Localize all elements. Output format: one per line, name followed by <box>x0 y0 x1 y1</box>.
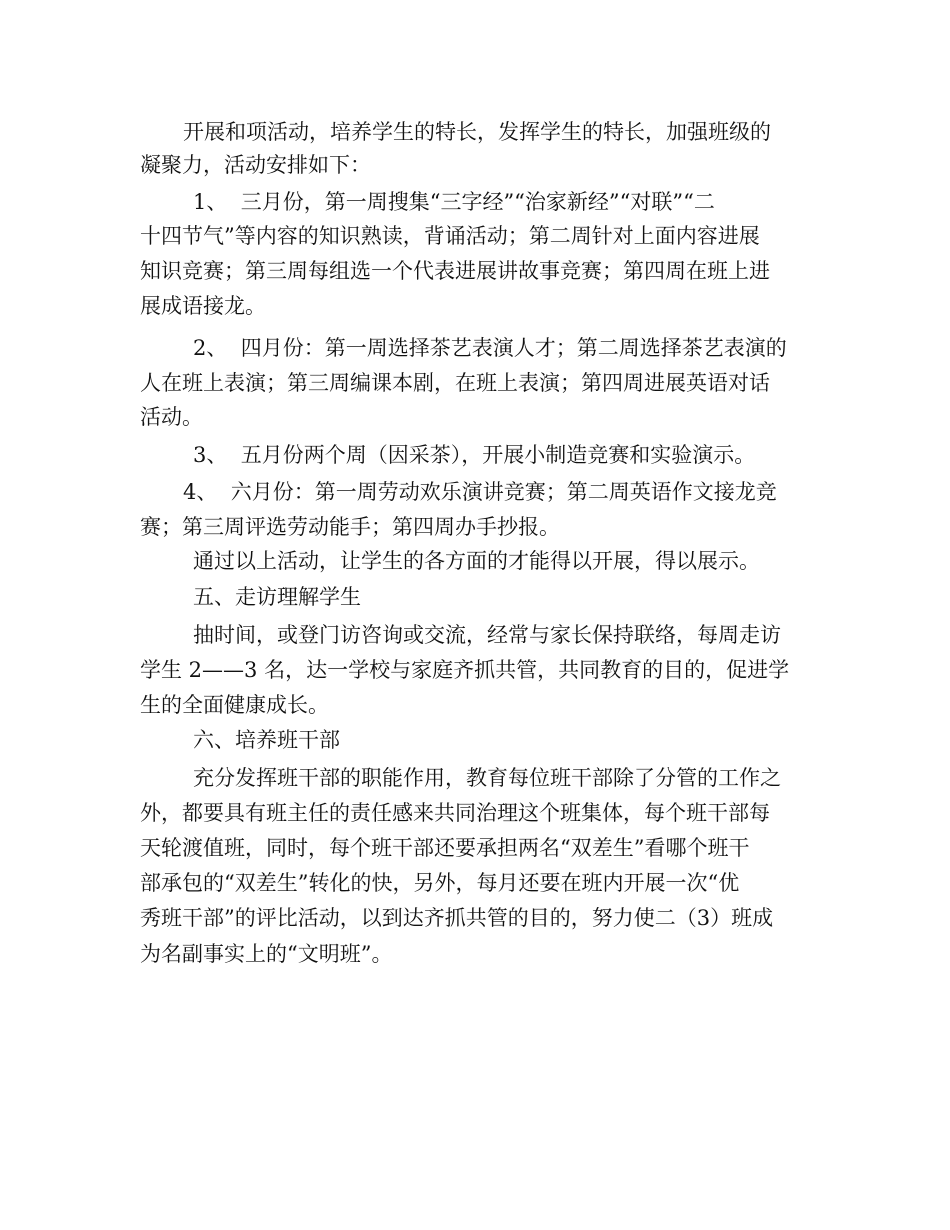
list-item-4-line: 4、 六月份：第一周劳动欢乐演讲竞赛；第二周英语作文接龙竞 <box>183 480 777 504</box>
text-line: 生的全面健康成长。 <box>140 693 329 717</box>
section-heading: 五、走访理解学生 <box>193 585 361 609</box>
text-line: 外，都要具有班主任的责任感来共同治理这个班集体，每个班干部每 <box>140 801 770 825</box>
text-line: 赛；第三周评选劳动能手；第四周办手抄报。 <box>140 515 560 539</box>
text-line: 学生 2——3 名，达一学校与家庭齐抓共管，共同教育的目的，促进学 <box>140 658 790 682</box>
text-line: 展成语接龙。 <box>140 294 266 318</box>
text-line: 天轮渡值班，同时，每个班干部还要承担两名“双差生”看哪个班干 <box>140 836 750 860</box>
text-line: 部承包的“双差生”转化的快，另外，每月还要在班内开展一次“优 <box>140 871 740 895</box>
text-line: 人在班上表演；第三周编课本剧，在班上表演；第四周进展英语对话 <box>140 371 770 395</box>
section-heading: 六、培养班干部 <box>193 728 340 752</box>
text-line: 开展和项活动，培养学生的特长，发挥学生的特长，加强班级的 <box>183 120 771 144</box>
list-item-1-line: 1、 三月份，第一周搜集“三字经”“治家新经”“对联”“二 <box>193 190 715 214</box>
text-line: 知识竞赛；第三周每组选一个代表进展讲故事竞赛；第四周在班上进 <box>140 259 770 283</box>
text-line: 充分发挥班干部的职能作用，教育每位班干部除了分管的工作之 <box>193 766 781 790</box>
text-line: 秀班干部”的评比活动，以到达齐抓共管的目的，努力使二（3）班成 <box>140 906 774 930</box>
text-line: 通过以上活动，让学生的各方面的才能得以开展，得以展示。 <box>193 549 760 573</box>
text-line: 十四节气”等内容的知识熟读，背诵活动；第二周针对上面内容进展 <box>140 224 760 248</box>
text-line: 抽时间，或登门访咨询或交流，经常与家长保持联络，每周走访 <box>193 623 781 647</box>
list-item-2-line: 2、 四月份：第一周选择茶艺表演人才；第二周选择茶艺表演的 <box>193 336 787 360</box>
text-line: 为名副事实上的“文明班”。 <box>140 942 393 966</box>
text-line: 凝聚力，活动安排如下： <box>140 153 371 177</box>
text-line: 活动。 <box>140 405 203 429</box>
list-item-3-line: 3、 五月份两个周（因采茶），开展小制造竞赛和实验演示。 <box>193 443 756 467</box>
